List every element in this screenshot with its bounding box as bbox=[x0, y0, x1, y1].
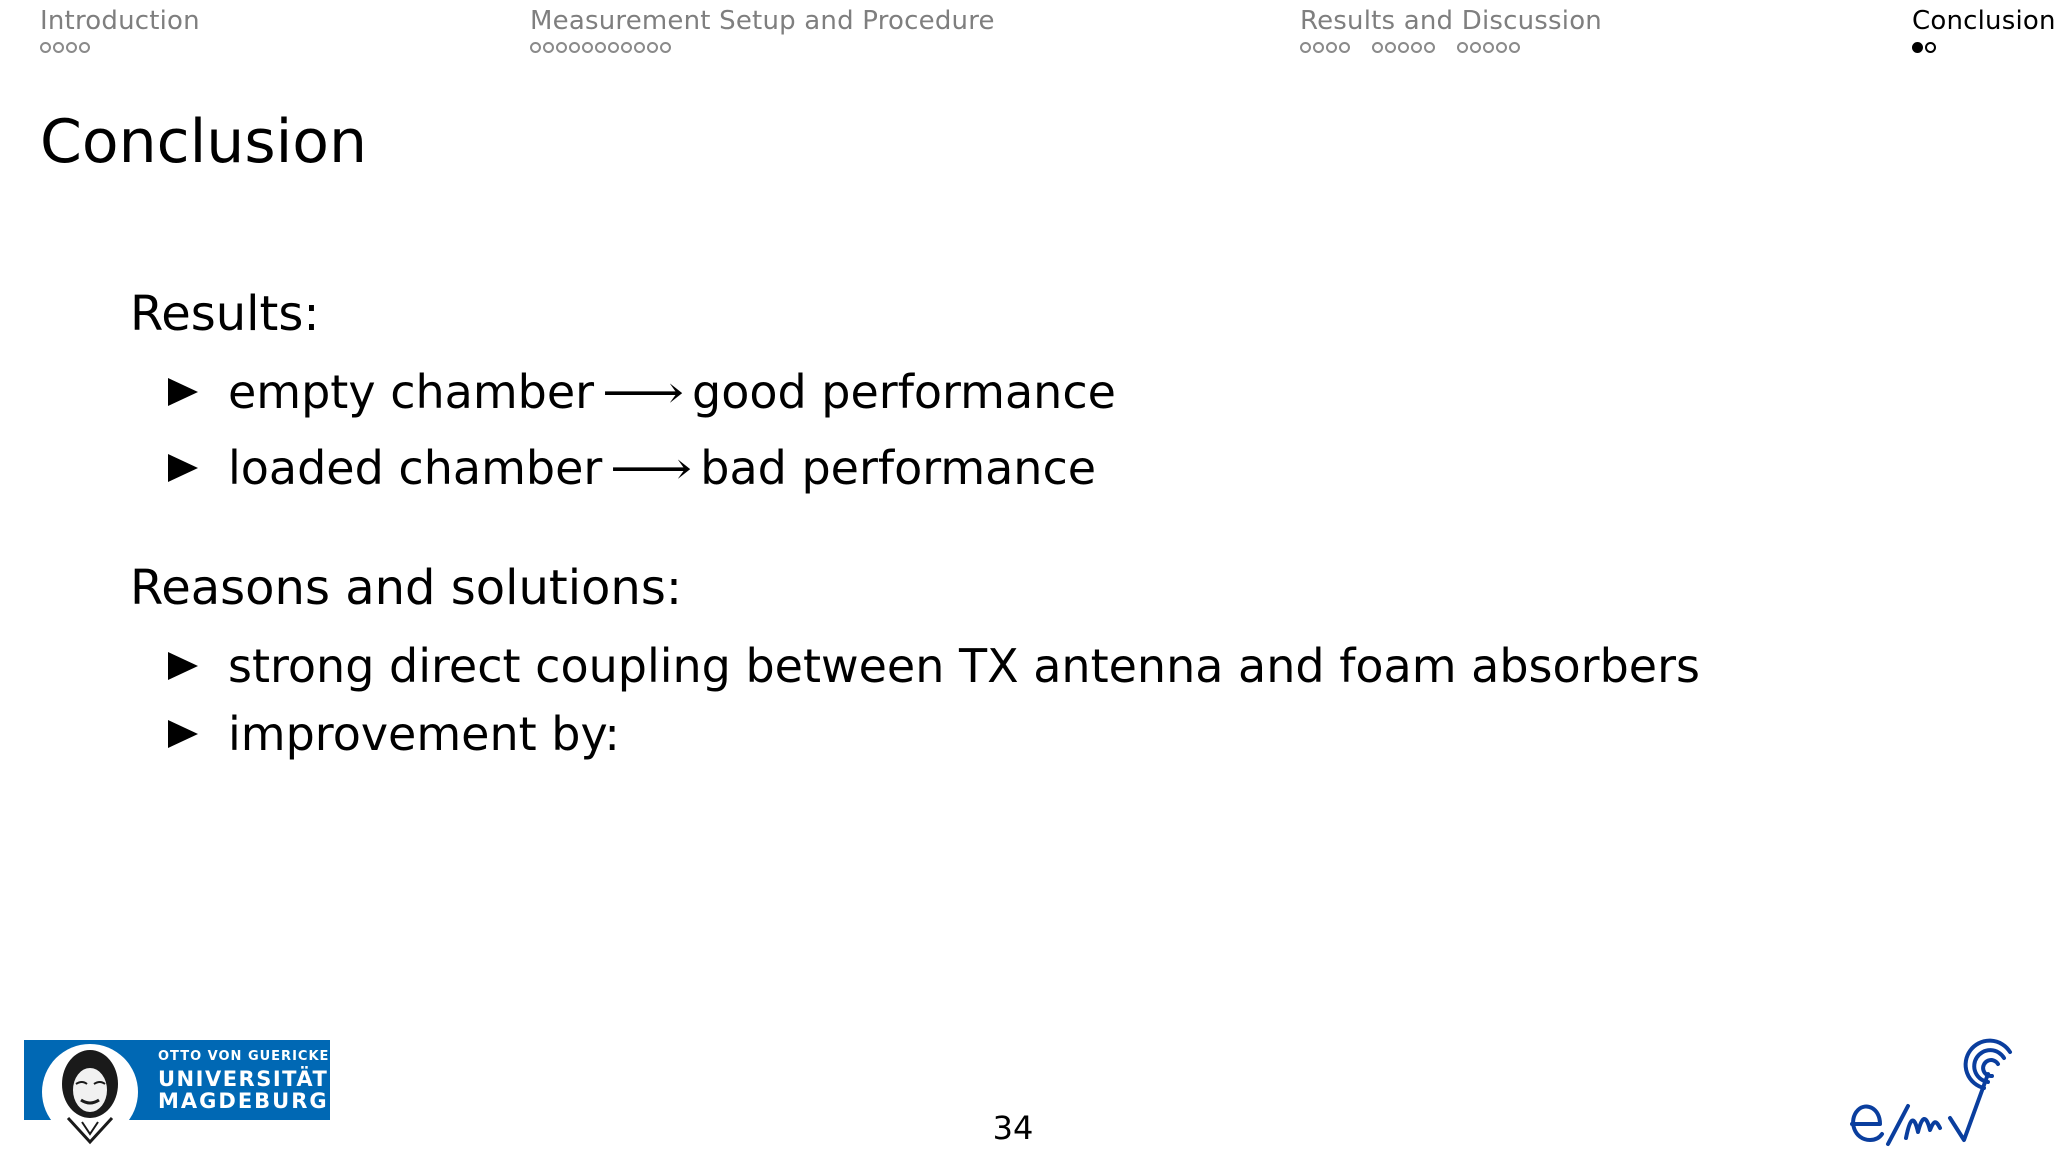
results-item-left: empty chamber bbox=[228, 365, 595, 419]
slide-dot[interactable] bbox=[1326, 42, 1337, 53]
reasons-heading: Reasons and solutions: bbox=[130, 560, 683, 616]
slide-dot[interactable] bbox=[621, 42, 632, 53]
slide-dot[interactable] bbox=[569, 42, 580, 53]
nav-section-dots bbox=[1912, 38, 2056, 56]
university-logo bbox=[24, 1040, 330, 1150]
page-number: 34 bbox=[992, 1109, 1034, 1147]
slide-dot[interactable] bbox=[1339, 42, 1350, 53]
slide-dot[interactable] bbox=[608, 42, 619, 53]
emv-logo-text: emv bbox=[1646, 840, 1649, 841]
long-right-arrow-icon: ⟶ bbox=[601, 365, 685, 419]
dot-group bbox=[40, 42, 92, 53]
slide-dot[interactable] bbox=[634, 42, 645, 53]
slide-dot[interactable] bbox=[79, 42, 90, 53]
nav-section-dots bbox=[1300, 38, 1602, 56]
triangle-bullet-icon bbox=[168, 378, 198, 406]
slide-dot[interactable] bbox=[1313, 42, 1324, 53]
dot-group bbox=[1300, 42, 1352, 53]
results-item-right: bad performance bbox=[700, 441, 1097, 495]
slide-dot[interactable] bbox=[660, 42, 671, 53]
slide-dot[interactable] bbox=[1424, 42, 1435, 53]
slide-dot[interactable] bbox=[543, 42, 554, 53]
dot-group bbox=[1372, 42, 1437, 53]
slide-dot[interactable] bbox=[66, 42, 77, 53]
slide-dot[interactable] bbox=[1496, 42, 1507, 53]
logo-line-3: MAGDEBURG bbox=[158, 1089, 329, 1113]
section-navigation bbox=[0, 6, 2056, 62]
nav-section-title[interactable]: Conclusion bbox=[1912, 6, 2056, 36]
reasons-item-text: improvement by: bbox=[228, 707, 620, 761]
dot-group bbox=[1457, 42, 1522, 53]
portrait-icon bbox=[42, 1044, 138, 1142]
results-item-left: loaded chamber bbox=[228, 441, 603, 495]
dot-group bbox=[530, 42, 673, 53]
reasons-item bbox=[168, 706, 620, 762]
nav-section-title[interactable]: Introduction bbox=[40, 6, 200, 36]
slide-dot[interactable] bbox=[595, 42, 606, 53]
results-item bbox=[168, 364, 1116, 420]
slide-dot[interactable] bbox=[1925, 42, 1936, 53]
slide-dot[interactable] bbox=[1411, 42, 1422, 53]
long-right-arrow-icon: ⟶ bbox=[610, 441, 693, 495]
results-item-right: good performance bbox=[692, 365, 1116, 419]
triangle-bullet-icon bbox=[168, 652, 198, 680]
slide-dot[interactable] bbox=[1457, 42, 1468, 53]
slide-dot[interactable] bbox=[1300, 42, 1311, 53]
results-heading: Results: bbox=[130, 286, 320, 342]
nav-section-results-discussion[interactable] bbox=[1300, 6, 1602, 56]
nav-section-dots bbox=[530, 38, 995, 56]
slide-dot[interactable] bbox=[556, 42, 567, 53]
slide-dot[interactable] bbox=[1398, 42, 1409, 53]
slide-dot[interactable] bbox=[1385, 42, 1396, 53]
triangle-bullet-icon bbox=[168, 720, 198, 748]
nav-section-measurement-setup[interactable] bbox=[530, 6, 995, 56]
reasons-item bbox=[168, 638, 1700, 694]
logo-line-2: UNIVERSITÄT bbox=[158, 1067, 329, 1091]
slide-dot-current[interactable] bbox=[1912, 42, 1923, 53]
slide-dot[interactable] bbox=[1372, 42, 1383, 53]
slide-dot[interactable] bbox=[53, 42, 64, 53]
slide-dot[interactable] bbox=[1509, 42, 1520, 53]
logo-line-1: OTTO VON GUERICKE bbox=[158, 1049, 330, 1064]
dot-group bbox=[1912, 42, 1938, 53]
emv-logo-mark bbox=[1852, 1041, 2010, 1144]
nav-section-dots bbox=[40, 38, 200, 56]
nav-section-conclusion[interactable] bbox=[1912, 6, 2056, 56]
triangle-bullet-icon bbox=[168, 454, 198, 482]
results-item bbox=[168, 440, 1096, 496]
nav-section-introduction[interactable] bbox=[40, 6, 200, 56]
nav-section-title[interactable]: Measurement Setup and Procedure bbox=[530, 6, 995, 36]
slide-dot[interactable] bbox=[647, 42, 658, 53]
reasons-item-text: strong direct coupling between TX antenna and foam absorbers bbox=[228, 639, 1700, 693]
slide-dot[interactable] bbox=[582, 42, 593, 53]
slide-title: Conclusion bbox=[40, 107, 367, 177]
nav-section-title[interactable]: Results and Discussion bbox=[1300, 6, 1602, 36]
emv-logo bbox=[1646, 840, 2036, 1152]
slide-dot[interactable] bbox=[40, 42, 51, 53]
slide-dot[interactable] bbox=[1470, 42, 1481, 53]
slide-dot[interactable] bbox=[530, 42, 541, 53]
slide-dot[interactable] bbox=[1483, 42, 1494, 53]
